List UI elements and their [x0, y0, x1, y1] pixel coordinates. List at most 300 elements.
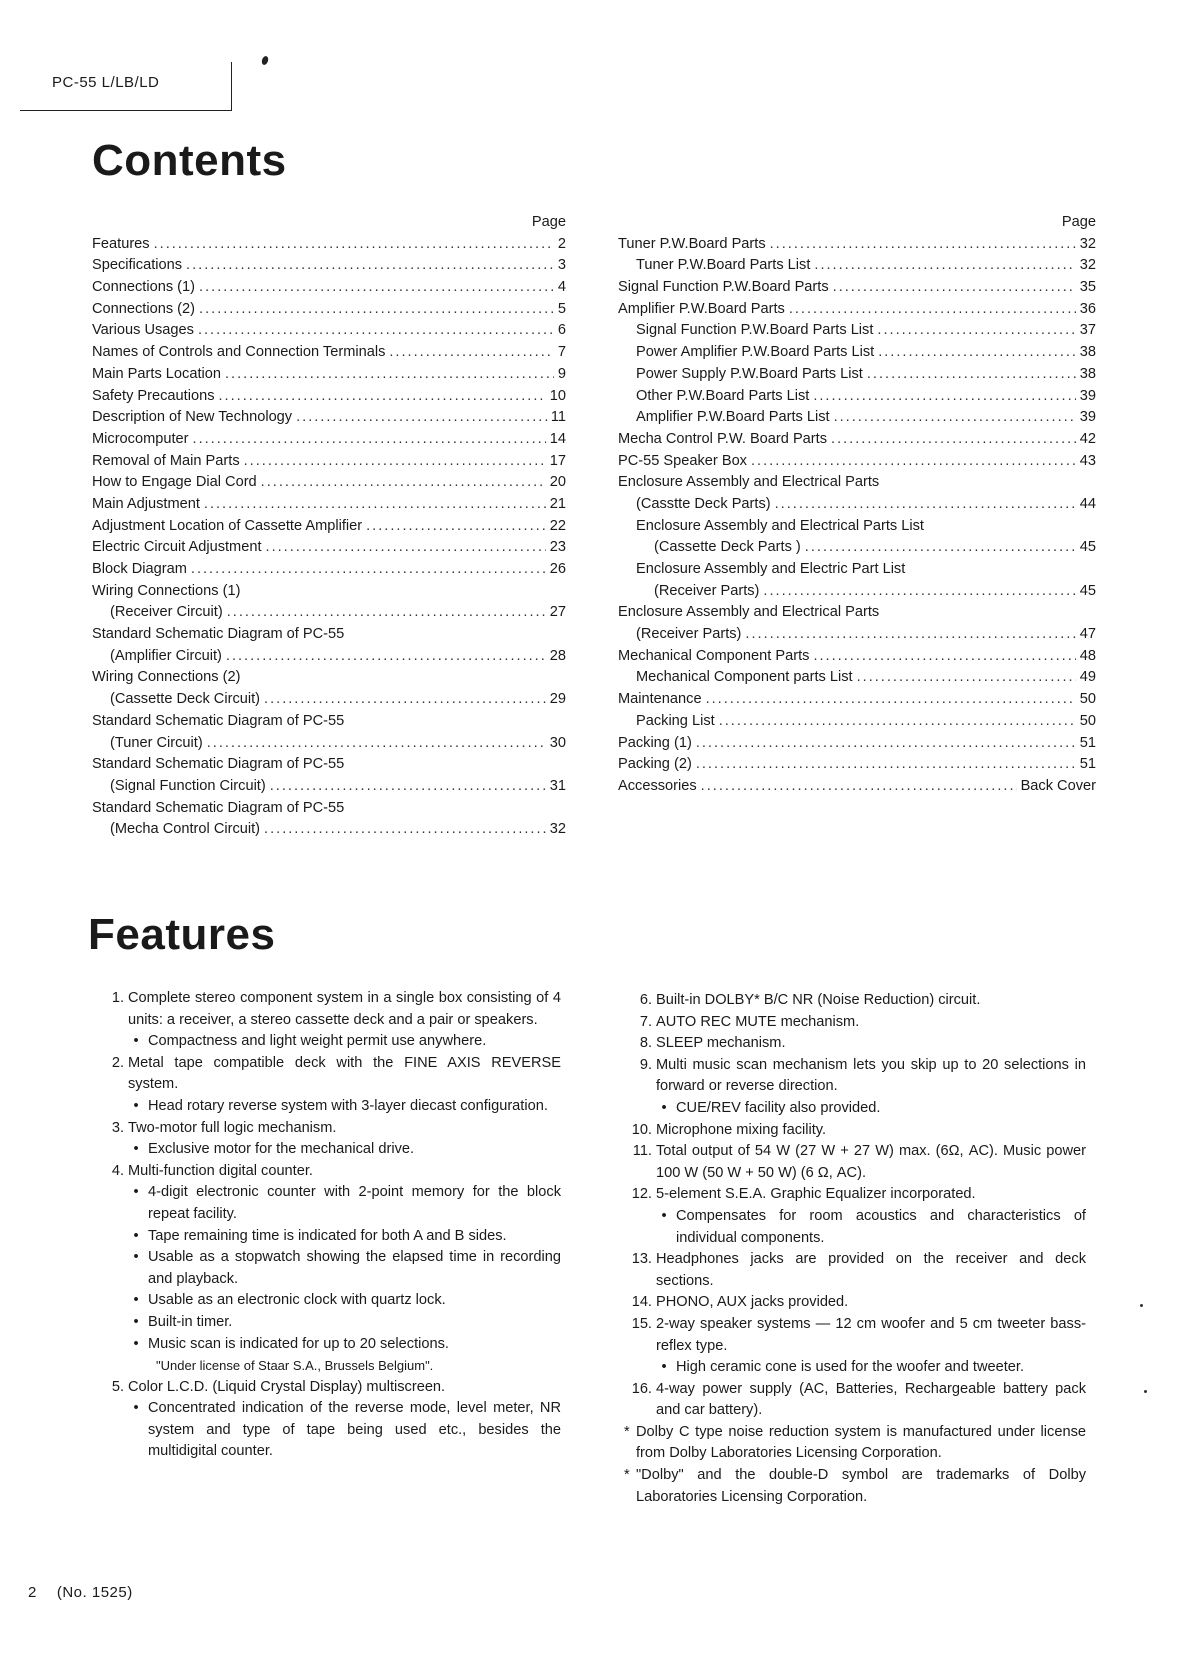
feature-subitem	[624, 1098, 1086, 1120]
toc-entry	[618, 689, 1096, 711]
toc-entry-title: Tuner P.W.Board Parts	[618, 235, 766, 252]
header-rule-vertical	[231, 62, 232, 111]
feature-item	[96, 1053, 561, 1096]
toc-entry-page: 4	[557, 279, 566, 296]
toc-entry-title: Standard Schematic Diagram of PC-55	[92, 756, 345, 773]
scan-speck	[1144, 1390, 1147, 1393]
toc-entry-title: (Receiver Parts)	[636, 626, 742, 643]
toc-entry-title: Mechanical Component parts List	[636, 669, 853, 686]
bullet-icon: •	[133, 1097, 139, 1114]
feature-text: 5-element S.E.A. Graphic Equalizer incorporated.	[656, 1186, 976, 1203]
feature-subitem-text: Built-in timer.	[148, 1313, 233, 1330]
dot-leader	[227, 602, 546, 624]
toc-entry	[618, 776, 1096, 798]
feature-subitem-text: 4-digit electronic counter with 2-point memory for the block repeat facility.	[148, 1184, 561, 1222]
toc-entry-page: 22	[549, 517, 566, 534]
toc-entry	[618, 537, 1096, 559]
document-number: (No. 1525)	[56, 1584, 133, 1601]
feature-subitem	[96, 1312, 561, 1334]
bullet-icon: •	[661, 1207, 667, 1224]
dot-leader	[261, 472, 546, 494]
footnote-text: "Dolby" and the double-D symbol are trademarks of Dolby Laboratories Licensing Corporation.	[636, 1467, 1086, 1505]
toc-entry-title: (Tuner Circuit)	[110, 734, 203, 751]
bullet-icon: •	[133, 1292, 139, 1309]
toc-entry	[92, 516, 566, 538]
feature-subitem-text: High ceramic cone is used for the woofer and tweeter.	[676, 1359, 1024, 1376]
footnote	[624, 1422, 1086, 1465]
feature-subitem-text: CUE/REV facility also provided.	[676, 1099, 881, 1116]
toc-entry-page: 5	[557, 300, 566, 317]
dot-leader	[207, 733, 546, 755]
toc-entry-title: Specifications	[92, 257, 183, 274]
dot-leader	[857, 667, 1076, 689]
toc-entry	[92, 754, 566, 776]
bullet-icon: •	[133, 1400, 139, 1417]
toc-entry-page: 43	[1079, 452, 1096, 469]
toc-entry-title: Safety Precautions	[92, 387, 215, 404]
toc-entry-page: 45	[1079, 582, 1096, 599]
dot-leader	[264, 819, 546, 841]
toc-entry-title: Accessories	[618, 777, 697, 794]
toc-entry-title: Description of New Technology	[92, 409, 293, 426]
feature-text: Multi music scan mechanism lets you skip up to 20 selections in forward or reverse direction.	[656, 1056, 1086, 1095]
toc-entry	[618, 472, 1096, 494]
page-number: 2	[28, 1584, 37, 1601]
feature-subitem-text: Concentrated indication of the reverse mode, level meter, NR system and type of tape being used etc., besides the multidigital counter.	[148, 1400, 561, 1460]
dot-leader	[775, 494, 1076, 516]
feature-item	[96, 1161, 561, 1183]
toc-entry-title: (Signal Function Circuit)	[110, 777, 266, 794]
feature-item	[624, 1055, 1086, 1098]
dot-leader	[751, 451, 1076, 473]
toc-entry	[618, 754, 1096, 776]
toc-entry-title: Wiring Connections (2)	[92, 669, 241, 686]
toc-entry-title: Connections (2)	[92, 300, 196, 317]
toc-entry-page: 48	[1079, 647, 1096, 664]
feature-text: Total output of 54 W (27 W + 27 W) max. (6Ω, AC). Music power 100 W (50 W + 50 W) (6 Ω, AC).	[656, 1143, 1086, 1181]
dot-leader	[226, 646, 546, 668]
toc-entry	[92, 711, 566, 733]
toc-entry-page: 11	[550, 409, 566, 426]
feature-number: 16.	[631, 1380, 652, 1397]
toc-entry-page: 50	[1079, 691, 1096, 708]
feature-item	[624, 1314, 1086, 1357]
toc-entry	[92, 602, 566, 624]
feature-subitem-text: Compensates for room acoustics and characteristics of individual components.	[676, 1207, 1086, 1246]
toc-entry-page: 32	[1079, 257, 1096, 274]
feature-subitem	[96, 1031, 561, 1053]
toc-entry	[618, 516, 1096, 538]
toc-entry	[92, 798, 566, 820]
toc-entry	[618, 320, 1096, 342]
feature-number: 10.	[631, 1121, 652, 1138]
feature-item	[624, 1120, 1086, 1142]
toc-entry-title: Various Usages	[92, 322, 194, 339]
feature-subitem-text: Tape remaining time is indicated for both A and B sides.	[148, 1227, 507, 1244]
feature-subitem	[96, 1398, 561, 1463]
dot-leader	[770, 234, 1076, 256]
toc-entry-page: 36	[1079, 300, 1096, 317]
toc-entry-page: 26	[549, 561, 566, 577]
feature-subitem	[624, 1357, 1086, 1379]
toc-entry-title: Features	[92, 235, 150, 252]
toc-entry-title: Microcomputer	[92, 430, 189, 447]
dot-leader	[706, 689, 1076, 711]
toc-entry-title: Removal of Main Parts	[92, 452, 240, 469]
toc-entry	[92, 451, 566, 473]
toc-entry-page: 30	[549, 734, 566, 751]
dot-leader	[199, 277, 554, 299]
feature-subitem	[96, 1334, 561, 1356]
dot-leader	[701, 776, 1017, 798]
toc-right-column	[618, 212, 1096, 798]
feature-subitem	[96, 1247, 561, 1290]
toc-entry-title: Standard Schematic Diagram of PC-55	[92, 626, 345, 643]
toc-entry-page: 17	[549, 452, 566, 469]
toc-entry-title: Adjustment Location of Cassette Amplifier	[92, 517, 363, 534]
toc-entry	[92, 320, 566, 342]
toc-entry	[618, 559, 1096, 581]
dot-leader	[266, 537, 546, 559]
toc-entry	[618, 299, 1096, 321]
toc-entry	[618, 667, 1096, 689]
feature-item	[96, 1118, 561, 1140]
dot-leader	[789, 299, 1076, 321]
feature-number: 1.	[111, 990, 124, 1006]
toc-entry	[618, 624, 1096, 646]
feature-text: Headphones jacks are provided on the receiver and deck sections.	[656, 1251, 1086, 1289]
feature-number: 13.	[631, 1251, 652, 1268]
toc-entry-page: 42	[1079, 430, 1096, 447]
toc-entry-page: 45	[1079, 539, 1096, 556]
toc-entry-page: 3	[557, 257, 566, 274]
features-left-column	[96, 988, 561, 1463]
feature-text: Microphone mixing facility.	[656, 1121, 827, 1138]
toc-entry-title: Packing (1)	[618, 734, 692, 751]
bullet-icon: •	[133, 1141, 139, 1158]
toc-entry-title: Packing (2)	[618, 756, 692, 773]
toc-entry	[92, 234, 566, 256]
toc-entry-page: 10	[549, 387, 566, 404]
dot-leader	[763, 581, 1075, 603]
features-title: Features	[88, 910, 276, 959]
toc-entry	[618, 234, 1096, 256]
toc-entry	[92, 494, 566, 516]
bullet-icon: •	[133, 1227, 139, 1244]
feature-subitem-text: Exclusive motor for the mechanical drive.	[148, 1141, 415, 1158]
toc-entry-page: 47	[1079, 626, 1096, 643]
feature-number: 11.	[632, 1143, 652, 1160]
dot-leader	[867, 364, 1076, 386]
toc-entry	[618, 364, 1096, 386]
feature-text: PHONO, AUX jacks provided.	[656, 1294, 849, 1311]
feature-number: 7.	[639, 1013, 652, 1030]
toc-entry-page: 9	[557, 365, 566, 382]
toc-entry	[92, 255, 566, 277]
toc-entry-title: Enclosure Assembly and Electrical Parts List	[636, 517, 924, 534]
toc-entry-page: 49	[1079, 669, 1096, 686]
feature-item	[624, 1033, 1086, 1055]
feature-text: Multi-function digital counter.	[128, 1162, 313, 1179]
bullet-icon: •	[661, 1359, 667, 1376]
bullet-icon: •	[133, 1335, 139, 1352]
footnote	[624, 1465, 1086, 1508]
toc-entry	[92, 667, 566, 689]
toc-entry	[618, 255, 1096, 277]
toc-entry-title: Block Diagram	[92, 561, 187, 577]
bullet-icon: •	[133, 1184, 139, 1201]
toc-entry	[92, 689, 566, 711]
feature-item	[624, 1141, 1086, 1184]
model-number: PC-55 L/LB/LD	[52, 74, 160, 91]
toc-entry	[618, 602, 1096, 624]
toc-entry	[618, 429, 1096, 451]
dot-leader	[219, 386, 546, 408]
toc-entry	[92, 559, 566, 581]
footnote-mark: *	[624, 1467, 630, 1484]
dot-leader	[833, 277, 1076, 299]
toc-entry-title: (Receiver Circuit)	[110, 604, 223, 621]
dot-leader	[154, 234, 554, 256]
dot-leader	[834, 407, 1076, 429]
toc-entry-title: Names of Controls and Connection Terminals	[92, 344, 386, 361]
toc-entry	[618, 581, 1096, 603]
toc-entry-title: Signal Function P.W.Board Parts	[618, 279, 829, 296]
feature-subitem	[624, 1206, 1086, 1249]
toc-entry-title: Electric Circuit Adjustment	[92, 539, 262, 556]
dot-leader	[877, 320, 1075, 342]
toc-entry-page: 51	[1079, 734, 1096, 751]
toc-entry-title: Maintenance	[618, 691, 702, 708]
feature-number: 4.	[111, 1162, 124, 1179]
dot-leader	[389, 342, 554, 364]
toc-entry-page: Back Cover	[1020, 777, 1096, 794]
toc-entry	[92, 472, 566, 494]
dot-leader	[204, 494, 546, 516]
feature-subitem	[96, 1226, 561, 1248]
toc-entry-title: Standard Schematic Diagram of PC-55	[92, 712, 345, 729]
toc-entry-page: 37	[1079, 322, 1096, 339]
toc-entry	[92, 537, 566, 559]
feature-text: Two-motor full logic mechanism.	[128, 1119, 337, 1136]
toc-entry-title: Power Amplifier P.W.Board Parts List	[636, 344, 875, 361]
feature-text: Complete stereo component system in a single box consisting of 4 units: a receiver, a stereo cassette deck and a pair or speakers.	[128, 990, 561, 1028]
toc-entry-title: Signal Function P.W.Board Parts List	[636, 322, 874, 339]
toc-entry-page: 2	[557, 235, 566, 252]
feature-text: SLEEP mechanism.	[656, 1035, 786, 1052]
dot-leader	[270, 776, 546, 798]
toc-entry-page: 20	[549, 474, 566, 491]
feature-number: 14.	[631, 1294, 652, 1311]
dot-leader	[191, 559, 546, 581]
toc-entry	[92, 277, 566, 299]
toc-entry	[92, 364, 566, 386]
toc-entry-title: (Receiver Parts)	[654, 582, 760, 599]
toc-entry-page: 29	[549, 691, 566, 708]
feature-number: 2.	[111, 1054, 124, 1071]
bullet-icon: •	[133, 1249, 139, 1266]
toc-entry	[618, 342, 1096, 364]
toc-entry	[92, 819, 566, 841]
toc-entry-page: 14	[549, 430, 566, 447]
toc-entry-title: Enclosure Assembly and Electrical Parts	[618, 604, 880, 621]
toc-entry	[92, 342, 566, 364]
toc-entry-page: 27	[549, 604, 566, 621]
toc-entry-page: 44	[1079, 495, 1096, 512]
bullet-icon: •	[133, 1033, 139, 1050]
feature-number: 9.	[639, 1056, 652, 1073]
toc-entry	[618, 711, 1096, 733]
toc-entry-title: (Amplifier Circuit)	[110, 647, 222, 664]
feature-text: 2-way speaker systems — 12 cm woofer and 5 cm tweeter bass-reflex type.	[656, 1315, 1086, 1354]
toc-entry-title: (Mecha Control Circuit)	[110, 821, 261, 838]
toc-entry-page: 51	[1079, 756, 1096, 773]
toc-entry-title: Power Supply P.W.Board Parts List	[636, 365, 863, 382]
toc-entry-page: 31	[549, 777, 566, 794]
dot-leader	[814, 255, 1075, 277]
feature-item	[96, 1377, 561, 1399]
feature-subitem-text: Usable as an electronic clock with quartz lock.	[148, 1292, 446, 1309]
toc-entry	[92, 429, 566, 451]
toc-entry-title: Enclosure Assembly and Electric Part List	[636, 561, 906, 577]
dot-leader	[878, 342, 1076, 364]
bullet-icon: •	[133, 1313, 139, 1330]
toc-entry	[92, 776, 566, 798]
toc-entry	[92, 733, 566, 755]
dot-leader	[831, 429, 1076, 451]
toc-left-column	[92, 212, 566, 841]
toc-entry-page: 28	[549, 647, 566, 664]
feature-item	[624, 1379, 1086, 1422]
toc-entry-page: 32	[549, 821, 566, 838]
toc-entry-title: Mechanical Component Parts	[618, 647, 810, 664]
toc-entry-title: Mecha Control P.W. Board Parts	[618, 430, 828, 447]
toc-entry-title: Wiring Connections (1)	[92, 582, 241, 599]
feature-subitem-text: Usable as a stopwatch showing the elapsed time in recording and playback.	[148, 1249, 561, 1287]
toc-entry-title: Main Adjustment	[92, 495, 200, 512]
page-footer	[28, 1584, 133, 1601]
toc-entry	[618, 451, 1096, 473]
feature-text: Metal tape compatible deck with the FINE AXIS REVERSE system.	[128, 1054, 561, 1093]
feature-number: 3.	[111, 1119, 124, 1136]
toc-entry-title: (Casstte Deck Parts)	[636, 495, 771, 512]
dot-leader	[696, 754, 1076, 776]
dot-leader	[186, 255, 554, 277]
ink-dot	[261, 55, 270, 66]
feature-text: Color L.C.D. (Liquid Crystal Display) multiscreen.	[128, 1378, 446, 1395]
dot-leader	[745, 624, 1075, 646]
dot-leader	[813, 386, 1075, 408]
toc-entry	[92, 386, 566, 408]
toc-entry-page: 38	[1079, 365, 1096, 382]
feature-subitem	[96, 1290, 561, 1312]
license-note: "Under license of Staar S.A., Brussels Belgium".	[156, 1358, 434, 1374]
toc-entry-title: (Cassette Deck Circuit)	[110, 691, 261, 708]
toc-entry-title: Other P.W.Board Parts List	[636, 387, 810, 404]
toc-entry-title: Standard Schematic Diagram of PC-55	[92, 799, 345, 816]
page-column-label: Page	[531, 214, 566, 230]
toc-entry	[618, 646, 1096, 668]
toc-entry-title: Tuner P.W.Board Parts List	[636, 257, 811, 274]
dot-leader	[696, 733, 1076, 755]
feature-number: 15.	[631, 1315, 652, 1332]
dot-leader	[719, 711, 1076, 733]
toc-entry-title: Enclosure Assembly and Electrical Parts	[618, 474, 880, 491]
feature-subitem-text: Compactness and light weight permit use anywhere.	[148, 1033, 487, 1050]
toc-entry	[618, 494, 1096, 516]
footnote-mark: *	[624, 1423, 630, 1440]
feature-subitem-text: Music scan is indicated for up to 20 selections.	[148, 1335, 449, 1352]
bullet-icon: •	[661, 1099, 667, 1116]
footnote-text: Dolby C type noise reduction system is manufactured under license from Dolby Laboratories Licensing Corporation.	[636, 1423, 1086, 1462]
feature-number: 12.	[631, 1186, 652, 1203]
contents-title: Contents	[92, 136, 287, 185]
feature-number: 6.	[639, 992, 652, 1008]
feature-text: Built-in DOLBY* B/C NR (Noise Reduction) circuit.	[656, 992, 981, 1008]
toc-entry	[92, 299, 566, 321]
toc-entry	[92, 624, 566, 646]
scan-speck	[1140, 1304, 1143, 1307]
toc-entry	[92, 407, 566, 429]
toc-entry-title: PC-55 Speaker Box	[618, 452, 747, 469]
toc-entry	[618, 733, 1096, 755]
toc-entry	[92, 646, 566, 668]
dot-leader	[366, 516, 546, 538]
feature-number: 8.	[639, 1035, 652, 1052]
toc-entry-title: Main Parts Location	[92, 365, 221, 382]
feature-text: 4-way power supply (AC, Batteries, Rechargeable battery pack and car battery).	[656, 1380, 1086, 1419]
dot-leader	[199, 299, 554, 321]
toc-entry-page: 32	[1079, 235, 1096, 252]
toc-entry-page: 39	[1079, 409, 1096, 426]
toc-entry-page: 35	[1079, 279, 1096, 296]
feature-item	[624, 1012, 1086, 1034]
page-column-label: Page	[1061, 214, 1096, 230]
toc-entry-page: 23	[549, 539, 566, 556]
feature-number: 5.	[111, 1378, 124, 1395]
feature-subitem	[96, 1139, 561, 1161]
header-rule-horizontal	[20, 110, 232, 111]
toc-entry-title: Connections (1)	[92, 279, 196, 296]
feature-item	[624, 1249, 1086, 1292]
toc-entry-page: 39	[1079, 387, 1096, 404]
features-right-column	[624, 990, 1086, 1508]
feature-item	[624, 1292, 1086, 1314]
toc-entry-title: How to Engage Dial Cord	[92, 474, 257, 491]
toc-entry	[92, 581, 566, 603]
toc-entry-title: Amplifier P.W.Board Parts	[618, 300, 785, 317]
toc-entry-page: 21	[549, 495, 566, 512]
dot-leader	[296, 407, 547, 429]
dot-leader	[264, 689, 546, 711]
toc-entry	[618, 407, 1096, 429]
dot-leader	[193, 429, 546, 451]
feature-item	[624, 1184, 1086, 1206]
dot-leader	[813, 646, 1075, 668]
toc-entry-title: Packing List	[636, 712, 715, 729]
toc-entry-title: Amplifier P.W.Board Parts List	[636, 409, 830, 426]
feature-subitem	[96, 1182, 561, 1225]
feature-item	[624, 990, 1086, 1012]
feature-text: AUTO REC MUTE mechanism.	[656, 1013, 860, 1030]
feature-subitem	[96, 1096, 561, 1118]
toc-entry-page: 7	[557, 344, 566, 361]
feature-item	[96, 988, 561, 1031]
dot-leader	[805, 537, 1076, 559]
toc-entry	[618, 277, 1096, 299]
dot-leader	[244, 451, 546, 473]
toc-entry-page: 38	[1079, 344, 1096, 361]
